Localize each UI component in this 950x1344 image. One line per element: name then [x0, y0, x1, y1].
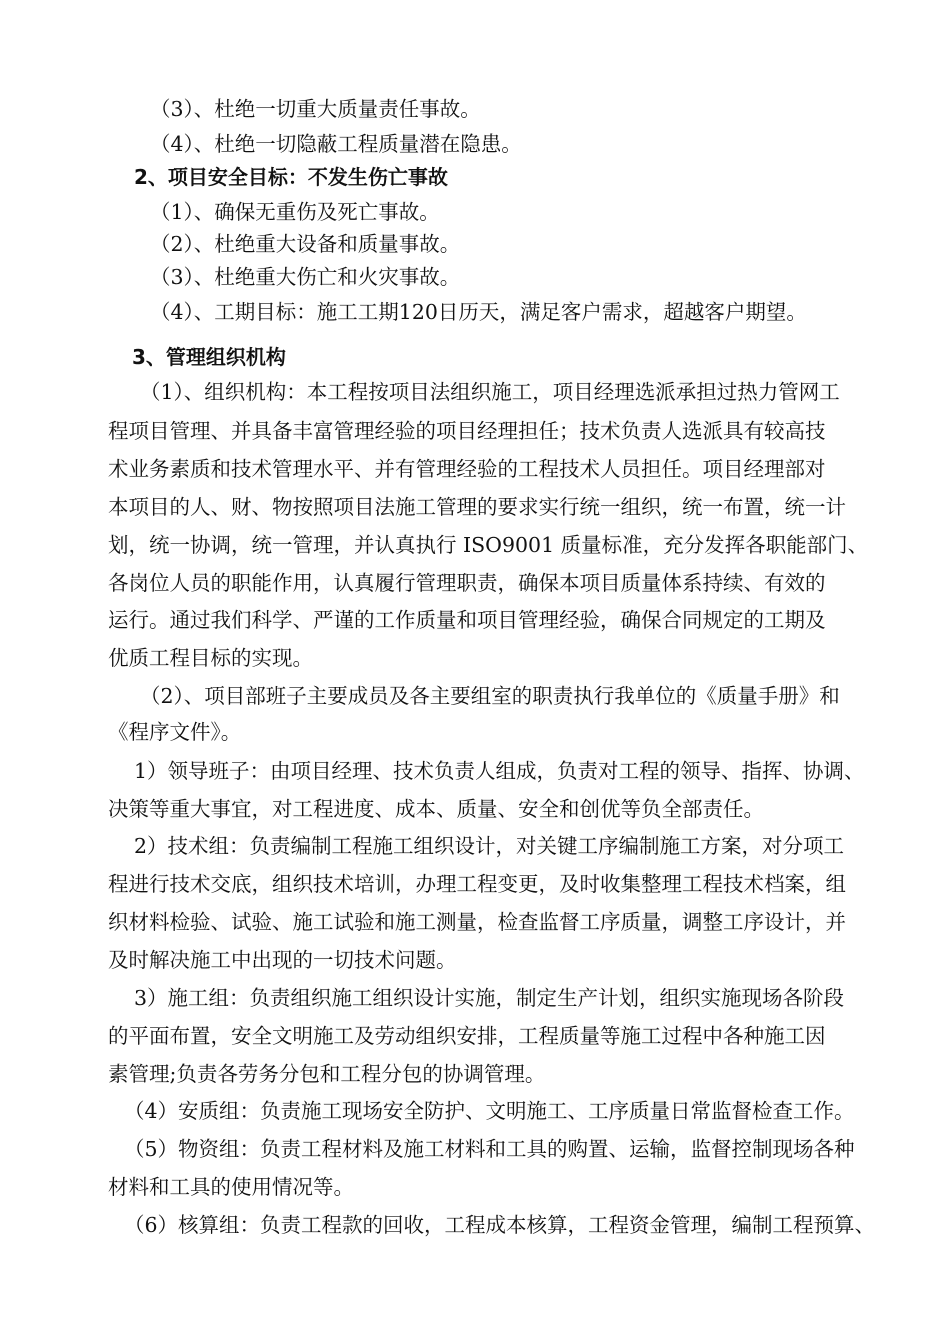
- section-heading: 2、项目安全目标：不发生伤亡事故: [134, 165, 448, 189]
- paragraph-line: 本项目的人、财、物按照项目法施工管理的要求实行统一组织，统一布置，统一计: [108, 495, 846, 519]
- text-line: （2）、杜绝重大设备和质量事故。: [150, 232, 461, 256]
- text-line: （1）、确保无重伤及死亡事故。: [150, 200, 440, 224]
- paragraph-line: （6）核算组：负责工程款的回收，工程成本核算，工程资金管理，编制工程预算、: [124, 1213, 876, 1237]
- section-heading: 3、管理组织机构: [132, 345, 286, 369]
- paragraph-line: 程项目管理、并具备丰富管理经验的项目经理担任；技术负责人选派具有较高技: [108, 419, 826, 443]
- text-line: （3）、杜绝重大伤亡和火灾事故。: [150, 265, 461, 289]
- paragraph-line: 划，统一协调，统一管理，并认真执行 ISO9001 质量标准，充分发挥各职能部门、: [108, 533, 869, 557]
- paragraph-line: 运行。通过我们科学、严谨的工作质量和项目管理经验，确保合同规定的工期及: [108, 608, 826, 632]
- paragraph-line: （5）物资组：负责工程材料及施工材料和工具的购置、运输，监督控制现场各种: [124, 1137, 855, 1161]
- paragraph-line: 程进行技术交底，组织技术培训，办理工程变更，及时收集整理工程技术档案，组: [108, 872, 846, 896]
- paragraph-line: 决策等重大事宜，对工程进度、成本、质量、安全和创优等负全部责任。: [108, 797, 764, 821]
- paragraph-line: 织材料检验、试验、施工试验和施工测量，检查监督工序质量，调整工序设计，并: [108, 910, 846, 934]
- paragraph-line: （1）、组织机构：本工程按项目法组织施工，项目经理选派承担过热力管网工: [140, 380, 840, 404]
- paragraph-line: （4）安质组：负责施工现场安全防护、文明施工、工序质量日常监督检查工作。: [124, 1099, 855, 1123]
- paragraph-line: 术业务素质和技术管理水平、并有管理经验的工程技术人员担任。项目经理部对: [108, 457, 826, 481]
- paragraph-line: 1）领导班子：由项目经理、技术负责人组成，负责对工程的领导、指挥、协调、: [134, 759, 865, 783]
- paragraph-line: 《程序文件》。: [108, 720, 242, 744]
- paragraph-line: 各岗位人员的职能作用，认真履行管理职责，确保本项目质量体系持续、有效的: [108, 571, 826, 595]
- paragraph-line: 材料和工具的使用情况等。: [108, 1175, 354, 1199]
- paragraph-line: 优质工程目标的实现。: [108, 646, 313, 670]
- paragraph-line: 3）施工组：负责组织施工组织设计实施，制定生产计划，组织实施现场各阶段: [134, 986, 845, 1010]
- paragraph-line: 及时解决施工中出现的一切技术问题。: [108, 948, 457, 972]
- paragraph-line: 素管理;负责各劳务分包和工程分包的协调管理。: [108, 1062, 546, 1086]
- text-line: （4）、工期目标：施工工期120日历天，满足客户需求，超越客户期望。: [150, 300, 807, 324]
- paragraph-line: （2）、项目部班子主要成员及各主要组室的职责执行我单位的《质量手册》和: [140, 684, 840, 708]
- text-line: （3）、杜绝一切重大质量责任事故。: [150, 97, 481, 121]
- paragraph-line: 2）技术组：负责编制工程施工组织设计，对关键工序编制施工方案，对分项工: [134, 834, 845, 858]
- text-line: （4）、杜绝一切隐蔽工程质量潜在隐患。: [150, 132, 522, 156]
- paragraph-line: 的平面布置，安全文明施工及劳动组织安排，工程质量等施工过程中各种施工因: [108, 1024, 826, 1048]
